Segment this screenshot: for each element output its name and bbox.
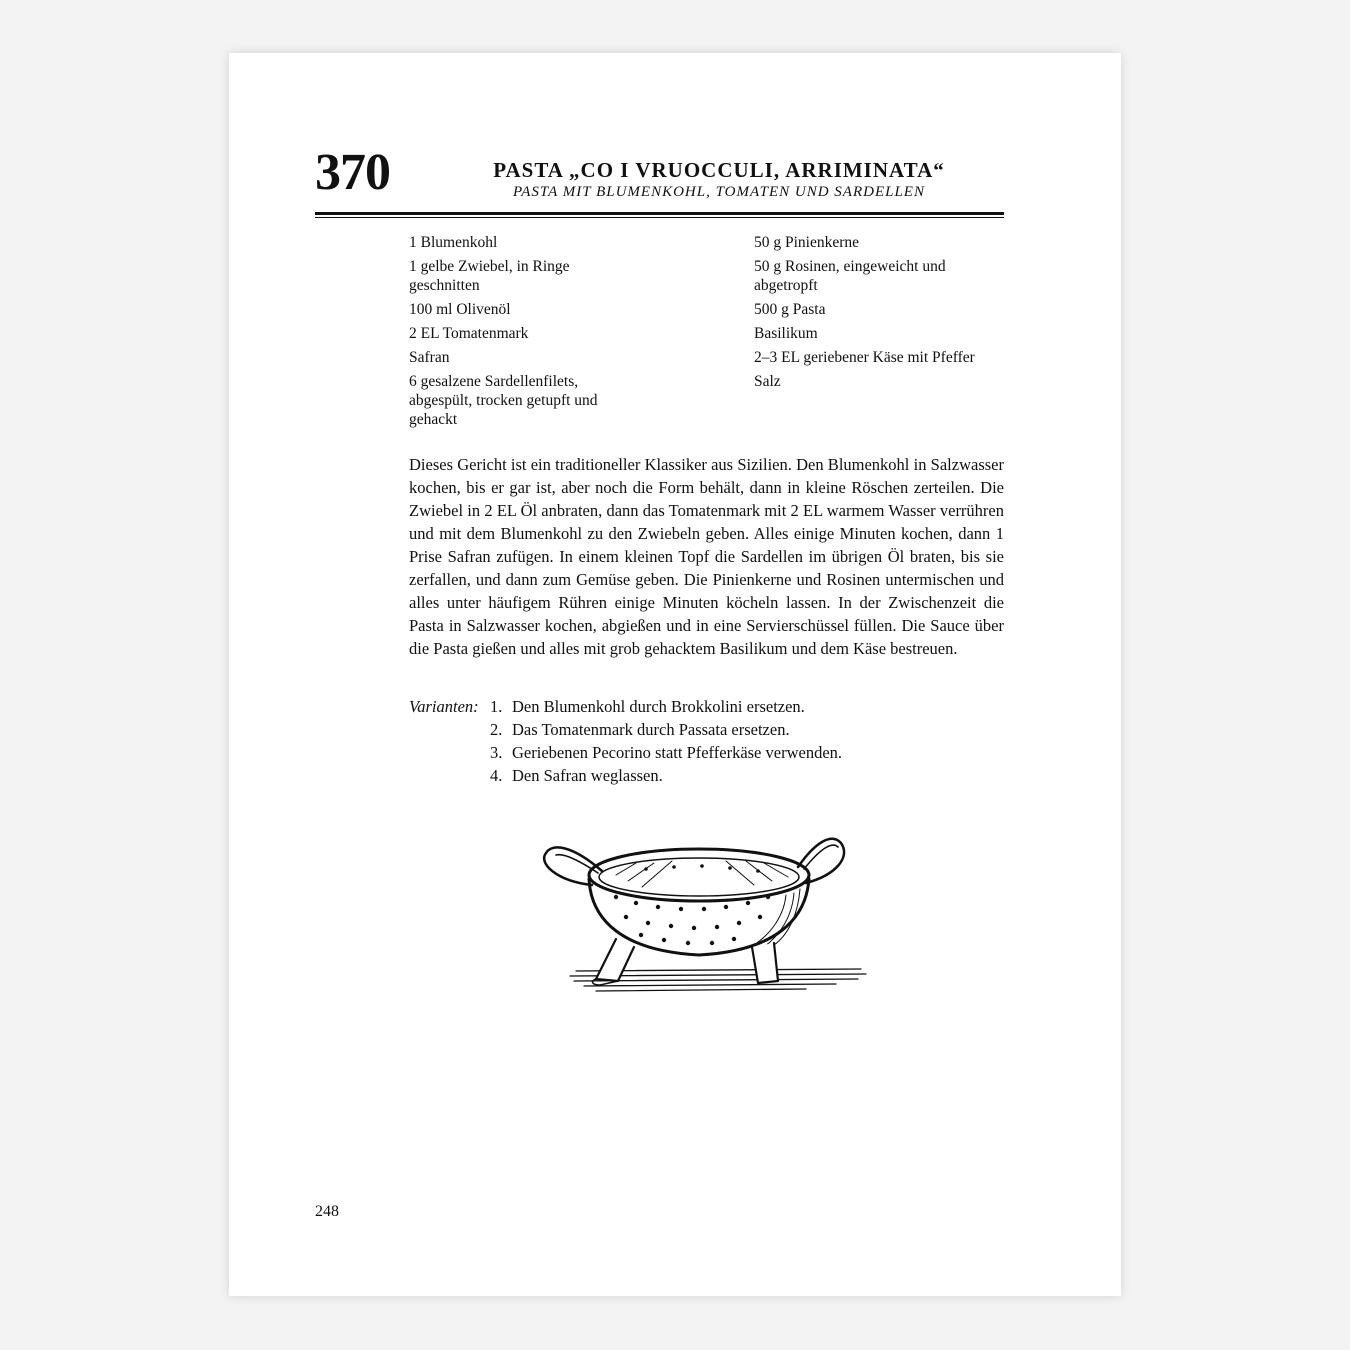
variant-number: 2.	[490, 720, 503, 739]
ingredient-item: 1 gelbe Zwiebel, in Ringe geschnitten	[409, 258, 570, 294]
recipe-title: PASTA „CO I VRUOCCULI, ARRIMINATA“	[493, 158, 945, 182]
variant-number: 3.	[490, 743, 503, 762]
variant-number: 4.	[490, 766, 503, 785]
ingredient-item: 6 gesalzene Sardellenfilets, abgespült, trocken getupft und gehackt	[409, 373, 598, 428]
ingredient-item: 2 EL Tomatenmark	[409, 325, 529, 342]
ingredient-item: 100 ml Olivenöl	[409, 301, 511, 318]
ingredients-right-column	[754, 233, 1004, 396]
instructions-paragraph: Dieses Gericht ist ein traditioneller Klassiker aus Sizilien. Den Blumenkohl in Salzwasser kochen, bis er gar ist, aber noch die Form behält, dann in kleine Röschen zerteilen. Die Zwiebel in 2 EL Öl anbraten, dann das Tomatenmark mit 2 EL warmem Wasser verrühren und mit dem Blumenkohl zu den Zwiebeln geben. Alles einige Minuten kochen, dann 1 Prise Safran zufügen. In einem kleinen Topf die Sardellen im übrigen Öl braten, bis sie zerfallen, und dann zum Gemüse geben. Die Pinienkerne und Rosinen untermischen und alles unter häufigem Rühren einige Minuten köcheln lassen. In der Zwischenzeit die Pasta in Salzwasser kochen, abgießen und in eine Servierschüssel füllen. Die Sauce über die Pasta gießen und alles mit grob gehacktem Basilikum und dem Käse bestreuen.	[409, 455, 1004, 658]
title-block	[439, 157, 999, 201]
recipe-subtitle: PASTA MIT BLUMENKOHL, TOMATEN UND SARDELLEN	[513, 184, 925, 200]
colander-icon	[536, 831, 869, 1001]
variant-text: Den Safran weglassen.	[512, 766, 663, 785]
variant-text: Den Blumenkohl durch Brokkolini ersetzen.	[512, 697, 805, 716]
ingredient-item: 1 Blumenkohl	[409, 234, 498, 251]
header-rule-thick	[315, 212, 1004, 215]
ingredients-left-column	[409, 233, 639, 434]
variant-text: Das Tomatenmark durch Passata ersetzen.	[512, 720, 790, 739]
recipe-number: 370	[315, 144, 390, 201]
page-number: 248	[315, 1203, 339, 1220]
ingredient-item: 50 g Rosinen, eingeweicht und abgetropft	[754, 258, 946, 294]
variant-text: Geriebenen Pecorino statt Pfefferkäse verwenden.	[512, 743, 843, 762]
ingredient-item: 50 g Pinienkerne	[754, 234, 860, 251]
variant-item	[490, 741, 990, 764]
variant-item	[490, 695, 990, 718]
variant-item	[490, 764, 990, 787]
variant-number: 1.	[490, 697, 503, 716]
variant-item	[490, 718, 990, 741]
ingredient-item: Salz	[754, 373, 781, 390]
variants-list	[490, 695, 990, 787]
ingredient-item: Safran	[409, 349, 450, 366]
book-page	[229, 53, 1121, 1296]
ingredient-item: 2–3 EL geriebener Käse mit Pfeffer	[754, 349, 975, 366]
ingredient-item: 500 g Pasta	[754, 301, 826, 318]
ingredient-item: Basilikum	[754, 325, 818, 342]
header-rule-thin	[315, 217, 1004, 218]
variants-label: Varianten:	[409, 697, 479, 716]
